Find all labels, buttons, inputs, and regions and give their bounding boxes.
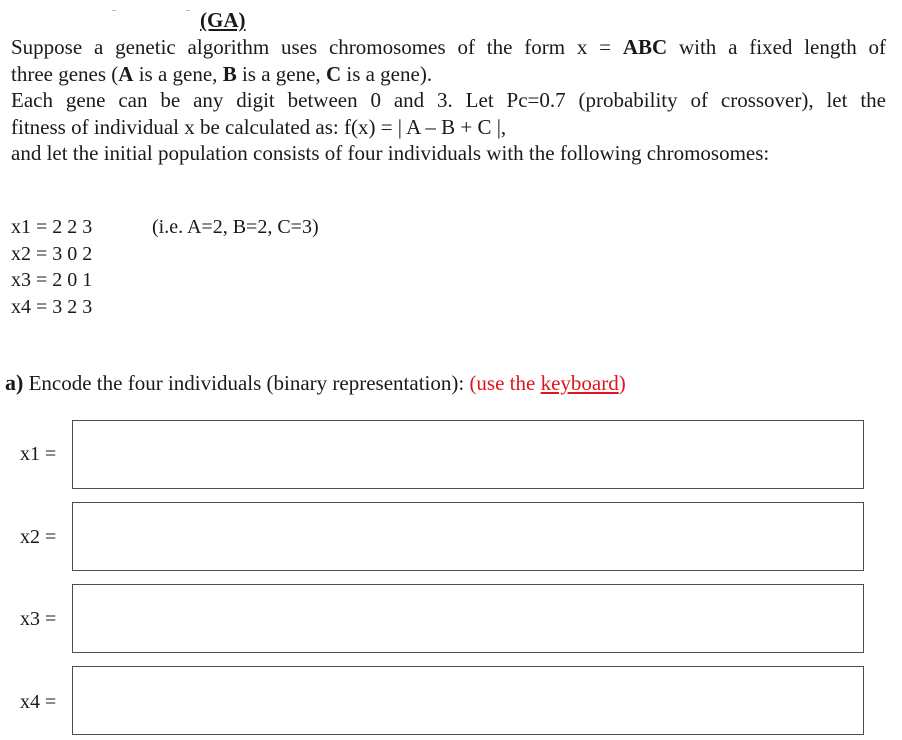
answer-label-x3: x3 =	[20, 608, 57, 630]
question-label: a)	[5, 370, 24, 395]
question-text: Encode the four individuals (binary representation):	[23, 371, 470, 395]
answer-label-x2: x2 =	[20, 526, 57, 548]
problem-statement	[11, 34, 886, 167]
chromosome-x3: x3 = 2 0 1	[11, 269, 93, 292]
answer-label-x1: x1 =	[20, 443, 57, 465]
chromosome-list	[11, 214, 92, 321]
section-title: (GA)	[200, 8, 246, 32]
keyboard-note: (use the keyboard)	[469, 371, 626, 395]
intro-line-1: Suppose a genetic algorithm uses chromosomes of the form x = ABC with a fixed length of	[11, 35, 886, 59]
intro-line-2: three genes (A is a gene, B is a gene, C is a gene).	[11, 61, 433, 86]
fitness-function: fitness of individual x be calculated as: f(x) = | A – B + C |,	[11, 114, 507, 139]
chromosome-x4: x4 = 3 2 3	[11, 296, 93, 319]
answer-field-x1[interactable]	[72, 420, 864, 489]
answer-label-x4: x4 =	[20, 691, 57, 713]
scan-mark	[186, 10, 190, 11]
answer-field-x3[interactable]	[72, 584, 864, 653]
example-hint: (i.e. A=2, B=2, C=3)	[152, 216, 319, 238]
question-a	[5, 370, 626, 396]
chromosome-x2: x2 = 3 0 2	[11, 242, 93, 265]
scan-mark	[112, 10, 116, 11]
intro-line-3: Each gene can be any digit between 0 and 3. Let Pc=0.7 (probability of crossover), let the	[11, 88, 886, 113]
answer-field-x4[interactable]	[72, 666, 864, 735]
chromosome-x1: x1 = 2 2 3	[11, 216, 93, 238]
keyboard-link[interactable]: keyboard	[540, 371, 619, 395]
answer-field-x2[interactable]	[72, 502, 864, 571]
intro-line-5: and let the initial population consists of four individuals with the following chromosomes:	[11, 141, 770, 166]
